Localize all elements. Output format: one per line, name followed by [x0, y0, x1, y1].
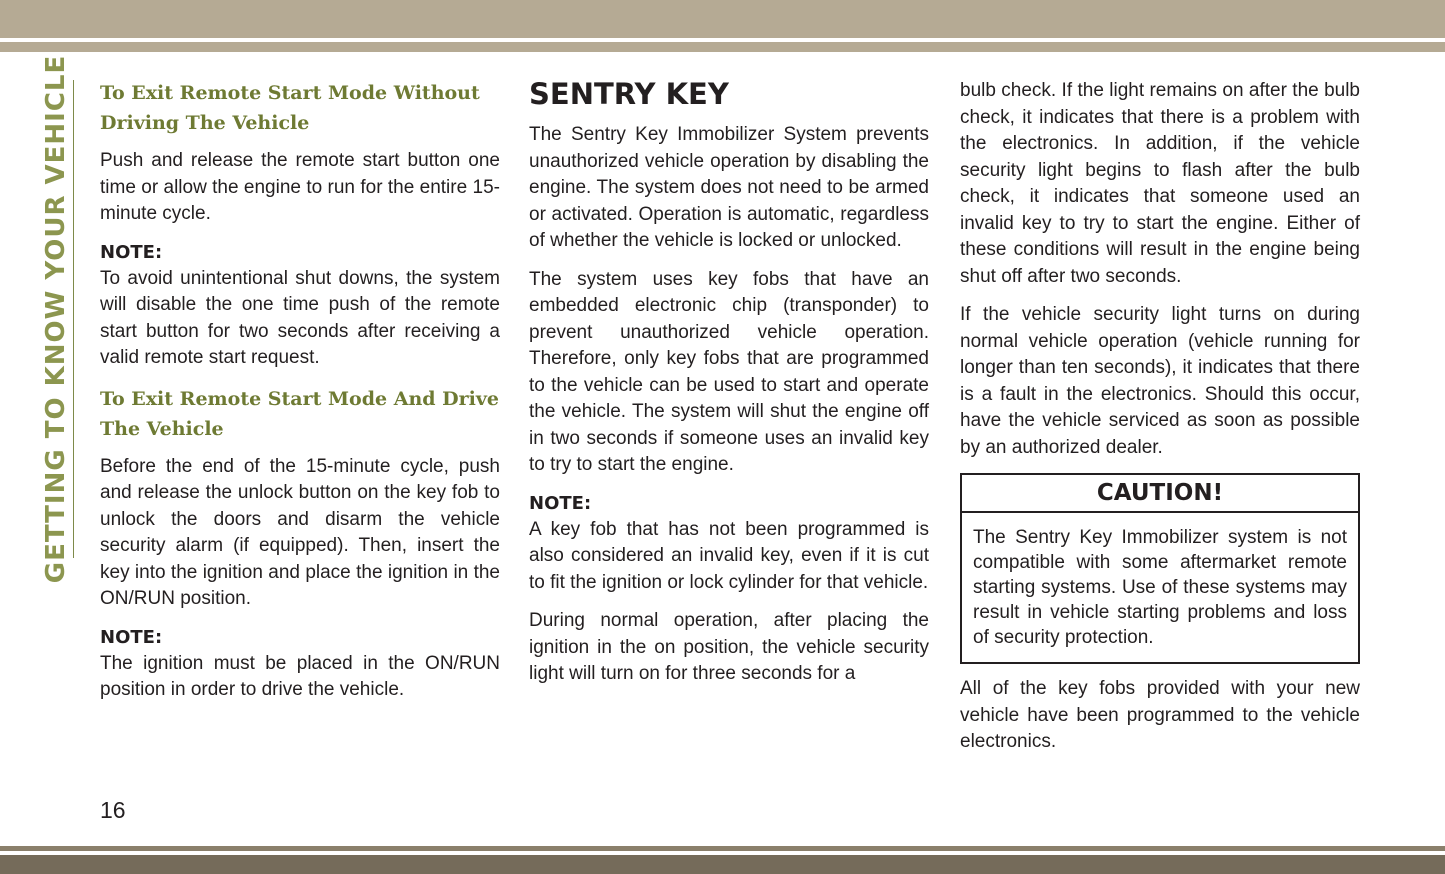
- side-section-tab: [38, 54, 74, 584]
- note-text-shutdowns: To avoid unintentional shut downs, the system will disable the one time push of the remote start button for two seconds after receiving a valid remote start request.: [100, 267, 500, 368]
- top-decorative-band: [0, 0, 1445, 38]
- bottom-decorative-rule: [0, 846, 1445, 851]
- paragraph-normal-operation: During normal operation, after placing the ignition in the on position, the vehicle security light will turn on for three seconds for a: [529, 610, 929, 684]
- side-section-tab-label: GETTING TO KNOW YOUR VEHICLE: [41, 54, 71, 584]
- heading-exit-without-driving: To Exit Remote Start Mode Without Driving The Vehicle: [100, 82, 480, 134]
- note-label: NOTE:: [529, 492, 592, 514]
- section-title-sentry-key: SENTRY KEY: [529, 77, 729, 111]
- column-left: [100, 78, 500, 716]
- caution-box: [960, 473, 1360, 664]
- caution-title: CAUTION!: [962, 475, 1358, 513]
- top-decorative-rule: [0, 42, 1445, 52]
- heading-exit-and-drive: To Exit Remote Start Mode And Drive The Vehicle: [100, 387, 499, 440]
- paragraph-programmed-fobs: All of the key fobs provided with your new vehicle have been programmed to the vehicle electronics.: [960, 678, 1360, 752]
- paragraph-exit-and-drive: Before the end of the 15-minute cycle, push and release the unlock button on the key fob to unlock the doors and disarm the vehicle security alarm (if equipped). Then, insert the key into the ignition and place the ignition in the ON/RUN position.: [100, 455, 500, 609]
- note-text-invalid-key: A key fob that has not been programmed is also considered an invalid key, even if it is cut to fit the ignition or lock cylinder for that vehicle.: [529, 518, 929, 593]
- page-number: 16: [100, 797, 126, 823]
- caution-text: The Sentry Key Immobilizer system is not compatible with some aftermarket remote starting systems. Use of these systems may result in vehicle starting problems and loss of security protection.: [973, 527, 1347, 648]
- paragraph-security-light-fault: If the vehicle security light turns on during normal vehicle operation (vehicle running for longer than ten seconds), it indicates that there is a fault in the electronics. Should this occur, have the vehicle serviced as soon as possible by an authorized dealer.: [960, 304, 1360, 458]
- note-label: NOTE:: [100, 626, 163, 648]
- note-label: NOTE:: [100, 241, 163, 263]
- note-text-ignition: The ignition must be placed in the ON/RUN position in order to drive the vehicle.: [100, 652, 500, 700]
- paragraph-exit-without-driving: Push and release the remote start button one time or allow the engine to run for the entire 15-minute cycle.: [100, 150, 500, 224]
- column-middle: [529, 78, 929, 700]
- paragraph-bulb-check: bulb check. If the light remains on after the bulb check, it indicates that there is a problem with the electronics. In addition, if the vehicle security light begins to flash after the bulb check, it indicates that someone used an invalid key to try to start the engine. Either of these conditions will result in the engine being shut off after two seconds.: [960, 80, 1360, 287]
- paragraph-key-fobs: The system uses key fobs that have an embedded electronic chip (transponder) to prevent unauthorized vehicle operation. Therefore, only key fobs that are programmed to the vehicle can be used to start and operate the vehicle. The system will shut the engine off in two seconds if someone uses an invalid key to try to start the engine.: [529, 268, 929, 475]
- column-right: [960, 78, 1360, 768]
- paragraph-immobilizer-intro: The Sentry Key Immobilizer System prevents unauthorized vehicle operation by disabling the engine. The system does not need to be armed or activated. Operation is automatic, regardless of whether the vehicle is locked or unlocked.: [529, 124, 929, 251]
- bottom-decorative-band: [0, 855, 1445, 874]
